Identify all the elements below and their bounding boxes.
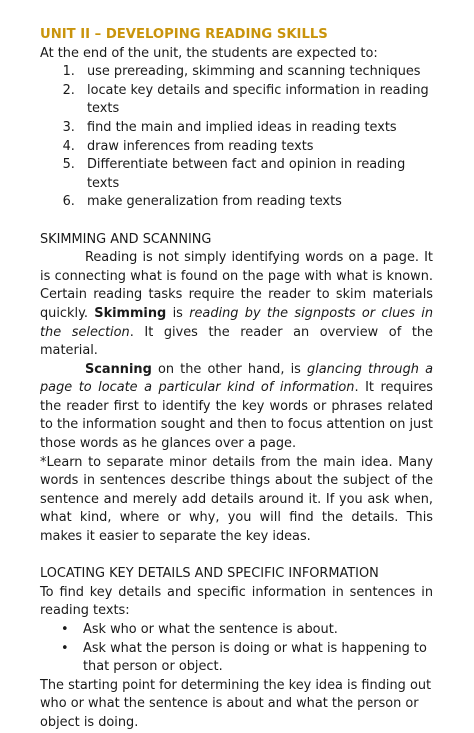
bullet-icon: • — [61, 622, 69, 637]
bullet-icon: • — [61, 640, 69, 656]
objective-item: 3. find the main and implied ideas in reading texts — [79, 119, 433, 138]
objective-item: 6. make generalization from reading texts — [79, 193, 433, 212]
details-note: *Learn to separate minor details from the main idea. Many words in sentences describe things about the subject of the sentence and merely add details around it. If you ask when, what kind, where or why, you will find the details. This makes it easier to separate the key ideas. — [40, 454, 433, 545]
scanning-definition: glancing through a page to locate a particular kind of information — [40, 361, 433, 396]
tip-text: Ask what the person is doing or what is happening to that person or object. — [83, 640, 427, 675]
skimming-term: Skimming — [94, 305, 167, 321]
scanning-mid: on the other hand, is — [151, 361, 308, 377]
tip-item — [61, 621, 433, 640]
objective-item: 4. draw inferences from reading texts — [79, 138, 433, 157]
skimming-scanning-heading: SKIMMING AND SCANNING — [40, 231, 212, 247]
objectives-list — [40, 63, 433, 212]
scanning-paragraph-end: . It requires the reader first to identify the key words or phrases related to the information sought and then to focus attention on just those words as he glances over a page. — [40, 380, 433, 452]
scanning-paragraph — [40, 361, 433, 454]
objectives-intro: At the end of the unit, the students are expected to: — [40, 45, 378, 61]
spacer — [40, 547, 433, 566]
skimming-paragraph-text: Reading is not simply identifying words on a page. It is connecting what is found on the page with what is known. Certain reading tasks require the reader to skim materials quickly. — [40, 250, 433, 321]
unit-title: UNIT II – DEVELOPING READING SKILLS — [40, 27, 328, 42]
document-page — [40, 26, 433, 733]
skimming-paragraph — [40, 249, 433, 361]
objective-item: 1. use prereading, skimming and scanning techniques — [79, 63, 433, 82]
objective-item: 5. Differentiate between fact and opinion in reading texts — [79, 156, 433, 193]
tip-text: Ask who or what the sentence is about. — [83, 622, 338, 637]
tip-item — [61, 640, 433, 677]
skimming-definition: reading by the signposts or clues in the selection — [40, 305, 433, 340]
skimming-is: is — [166, 305, 190, 321]
objective-item: 2. locate key details and specific information in reading texts — [79, 82, 433, 119]
scanning-term: Scanning — [85, 361, 152, 377]
locating-details-heading: LOCATING KEY DETAILS AND SPECIFIC INFORMATION — [40, 566, 379, 582]
tips-list — [40, 621, 433, 677]
closing-paragraph: The starting point for determining the key idea is finding out who or what the sentence is about and what the person or object is doing. — [40, 677, 432, 730]
skimming-paragraph-end: . It gives the reader an overview of the material. — [40, 324, 433, 359]
spacer — [40, 212, 433, 231]
locating-intro: To find key details and specific information in sentences in reading texts: — [40, 584, 433, 619]
